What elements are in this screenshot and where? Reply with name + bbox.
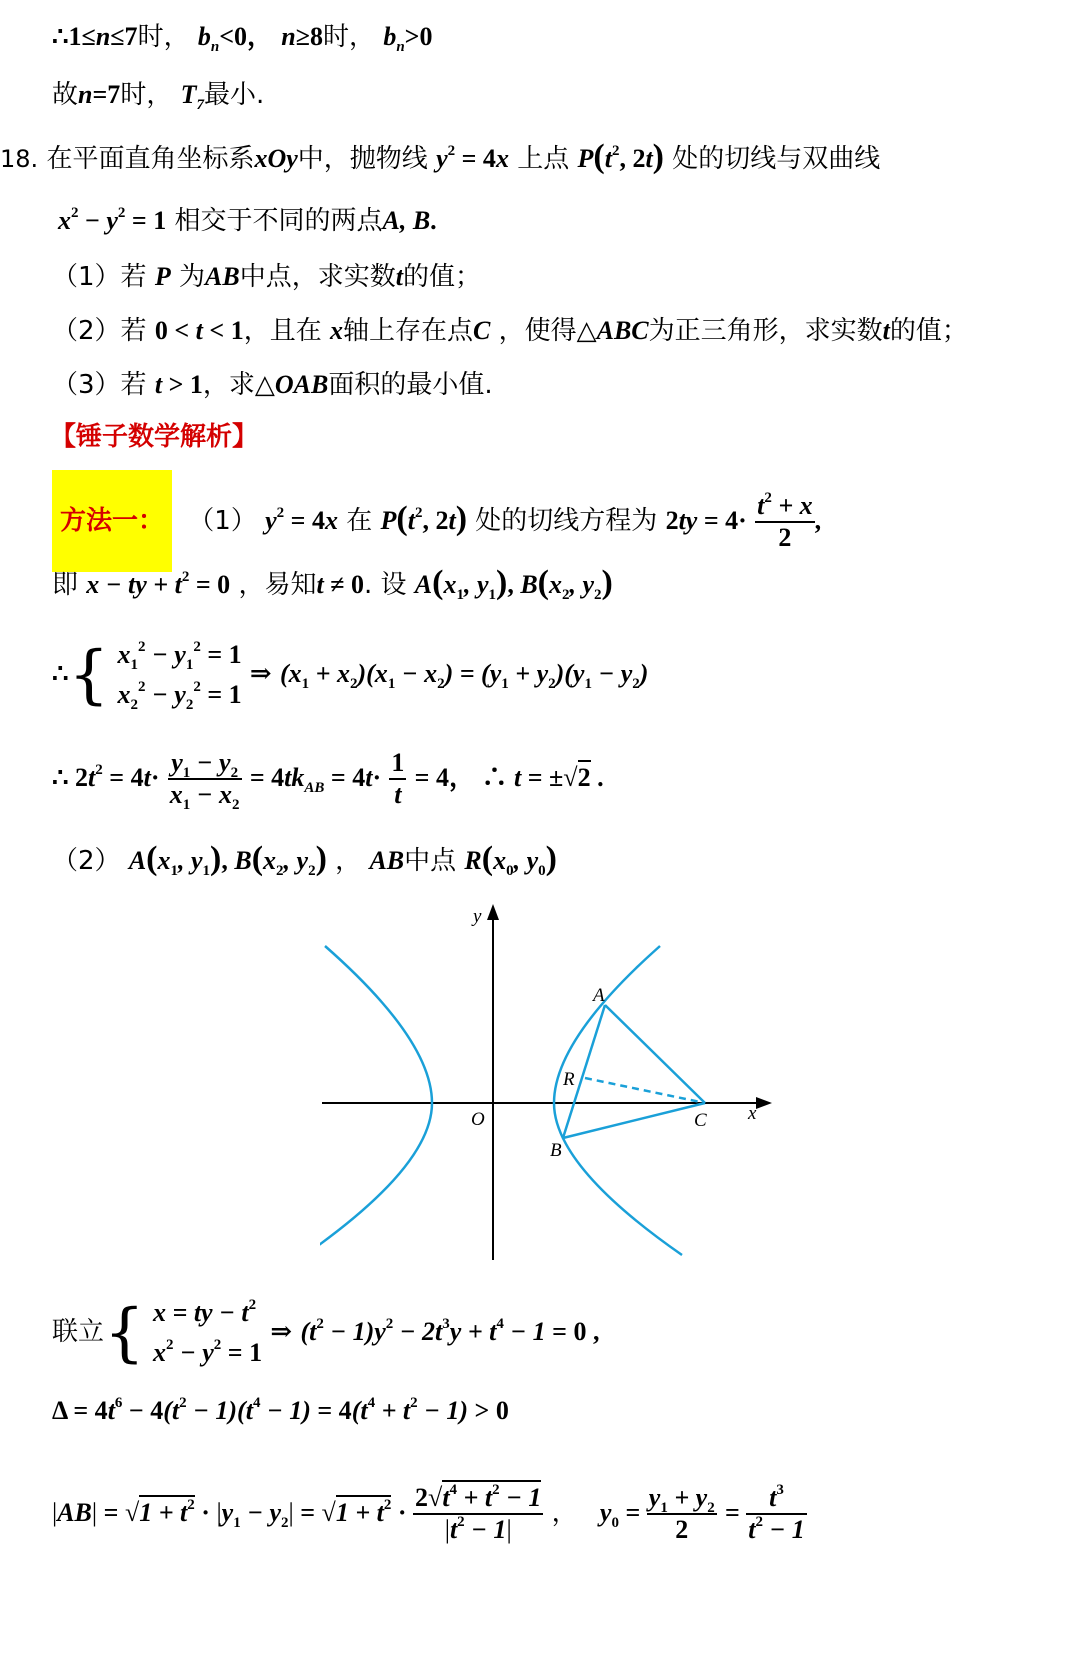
label-B: B: [550, 1140, 562, 1161]
label-C: C: [694, 1110, 707, 1131]
question-part-2: （2）若 0 < t < 1，且在 x轴上存在点C ，使得△ABC为正三角形，求实数t的值；: [52, 316, 968, 346]
y-axis-arrow: [487, 904, 499, 920]
question-part-3: （3）若 t > 1，求△OAB面积的最小值.: [52, 370, 493, 400]
question-18-hyperbola: $x^2 - y^2 = 1$ 相交于不同的两点A, B.: [58, 205, 437, 236]
question-18-statement: 18. 在平面直角坐标系xOy中，抛物线 $y^2 = 4x$ 上点 $P(t^2$, 2t) 处的切线与双曲线: [0, 138, 881, 175]
segment-AC: [605, 1005, 705, 1103]
label-A: A: [593, 985, 605, 1006]
line-minimum-conclusion: 故n=7时， $T_7$最小.: [52, 80, 265, 113]
label-x: x: [748, 1103, 757, 1124]
analysis-title: 【锤子数学解析】: [50, 422, 259, 452]
question-part-1: （1）若 P 为AB中点，求实数t的值；: [52, 262, 481, 292]
discriminant: $\Delta = 4t^6 - 4(t^2 - 1)(t^4 - 1) = 4(t^4 + t^2 - 1) > 0$: [52, 1395, 509, 1425]
slope-result: ∴ $2t^2 = 4t\cdot$ $\frac{y_1 - y_2}{x_1 - x_2}$ = $4tk_{AB} = 4t\cdot$ $\frac{1}{t}$ = 4， ∴ t = ±√2 .: [52, 748, 604, 813]
label-y: y: [473, 906, 482, 927]
point-difference-system: ∴{ $x_1^2 - y_1^2 = 1$ $x_2^2 - y_2^2 = 1$ ⇒ $(x_1 + x_2)(x_1 - x_2) = (y_1 + y_2)(y_1 - y_2)$: [52, 638, 649, 713]
label-R: R: [563, 1069, 575, 1090]
method-label: 方法一：: [52, 470, 172, 572]
line-sign-conclusion: ∴1≤n≤7时， $b_n<0$， n≥8时， $b_n>0$: [52, 22, 433, 55]
hyperbola-right-branch: [554, 946, 682, 1255]
hyperbola-left-branch: [320, 946, 432, 1255]
part-2-setup: （2） $A(x_1$, $y_1$), $B(x_2$, $y_2$) ， AB中点 $R(x_0$, $y_0$): [52, 840, 557, 879]
tangent-line-equation: 即 x − ty + $t^2 = 0$ ，易知t ≠ 0. 设 $A(x_1$, $y_1$), $B(x_2$, $y_2$): [52, 564, 613, 603]
hyperbola-figure: [320, 900, 780, 1270]
segment-BC: [563, 1103, 705, 1138]
segment-RC-dashed: [585, 1078, 705, 1103]
chord-length-and-midpoint: $|AB| = √1 + t^2 \cdot |y_1 - y_2| = √1 + t^2$ · $\frac{2√t^4 + t^2 - 1}{|t^2 - 1|}$ ， $y_0$ = $\frac{y_1 + y_2}{2}$ = $\frac{t^3}{t^2 - 1}$: [52, 1482, 805, 1544]
label-O: O: [471, 1109, 485, 1130]
simultaneous-equations: 联立{ x = ty − $t^2$ $x^2 - y^2 = 1$ ⇒ $(t^2 - 1)y^2 - 2t^3y + t^4 - 1 = 0$ ,: [52, 1296, 600, 1370]
x-axis-arrow: [756, 1097, 772, 1109]
method-1-tangent: 方法一： （1） $y^2 = 4x$ 在 $P(t^2$, 2t) 处的切线方程为 2ty = 4· $\frac{t^2 + x}{2}$ ,: [52, 470, 821, 572]
